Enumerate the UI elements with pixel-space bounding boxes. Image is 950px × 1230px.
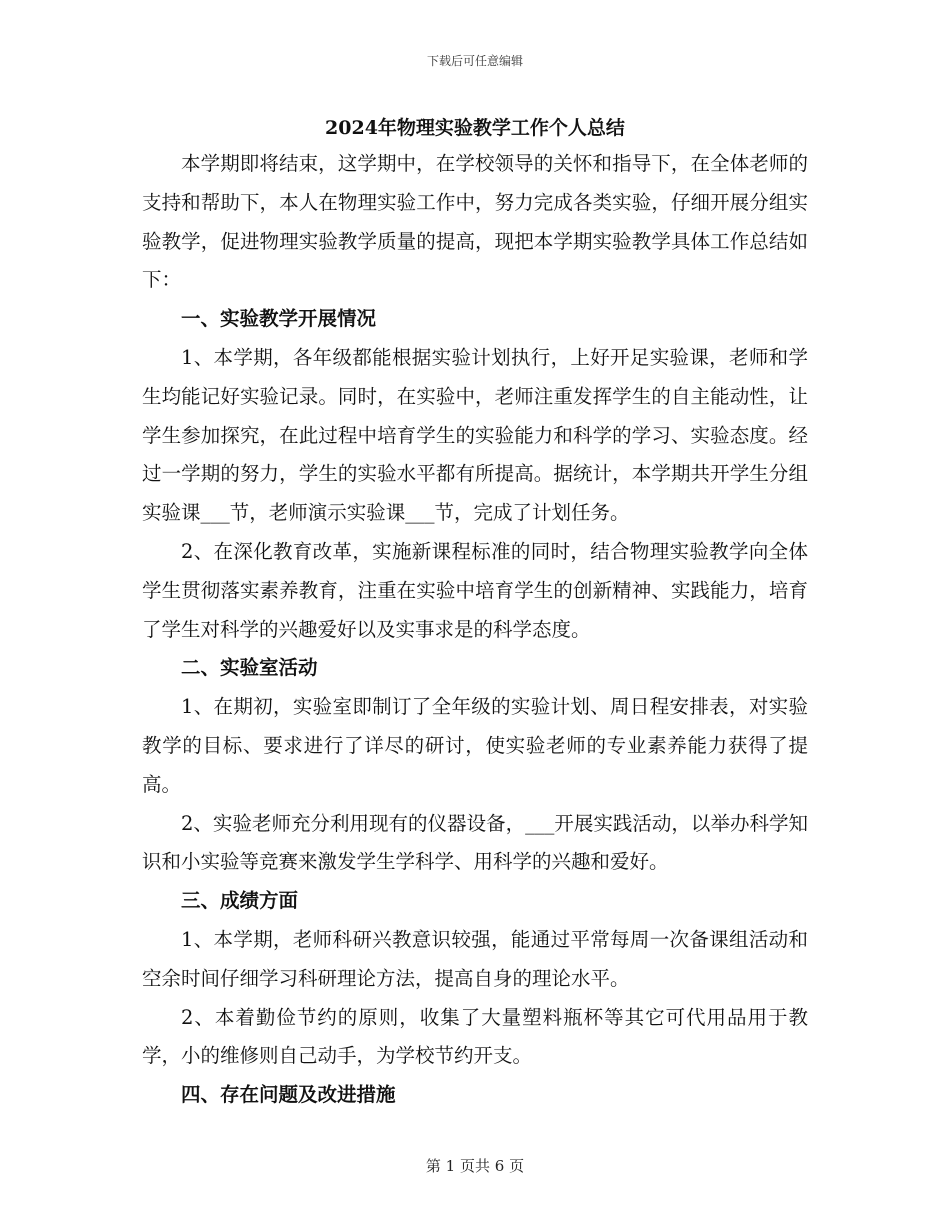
section-2-paragraph-2: 2、实验老师充分利用现有的仪器设备，___开展实践活动，以举办科学知识和小实验等竞赛来激发学生学科学、用科学的兴趣和爱好。 <box>142 811 808 874</box>
document-body <box>142 145 808 1115</box>
page-number: 第 1 页共 6 页 <box>425 1157 525 1175</box>
section-heading-1: 一、实验教学开展情况 <box>181 307 377 331</box>
section-1-paragraph-1: 1、本学期，各年级都能根据实验计划执行，上好开足实验课，老师和学生均能记好实验记录。同时，在实验中，老师注重发挥学生的自主能动性，让学生参加探究，在此过程中培育学生的实验能力和科学的学习、实验态度。经过一学期的努力，学生的实验水平都有所提高。据统计，本学期共开学生分组实验课___节，老师演示实验课___节，完成了计划任务。 <box>142 345 808 525</box>
section-3-paragraph-1: 1、本学期，老师科研兴教意识较强，能通过平常每周一次备课组活动和空余时间仔细学习科研理论方法，提高自身的理论水平。 <box>142 927 808 990</box>
section-2-paragraph-1: 1、在期初，实验室即制订了全年级的实验计划、周日程安排表，对实验教学的目标、要求进行了详尽的研讨，使实验老师的专业素养能力获得了提高。 <box>142 695 808 796</box>
header-note: 下载后可任意编辑 <box>426 54 523 68</box>
section-heading-2: 二、实验室活动 <box>181 656 318 680</box>
section-heading-3: 三、成绩方面 <box>181 889 299 913</box>
section-3-paragraph-2: 2、本着勤俭节约的原则，收集了大量塑料瓶杯等其它可代用品用于教学，小的维修则自己动手，为学校节约开支。 <box>142 1005 808 1068</box>
document-title: 2024年物理实验教学工作个人总结 <box>325 117 625 139</box>
section-1-paragraph-2: 2、在深化教育改革，实施新课程标准的同时，结合物理实验教学向全体学生贯彻落实素养教育，注重在实验中培育学生的创新精神、实践能力，培育了学生对科学的兴趣爱好以及实事求是的科学态度。 <box>142 539 808 641</box>
section-heading-4: 四、存在问题及改进措施 <box>181 1083 396 1107</box>
intro-paragraph: 本学期即将结束，这学期中，在学校领导的关怀和指导下，在全体老师的支持和帮助下，本人在物理实验工作中，努力完成各类实验，仔细开展分组实验教学，促进物理实验教学质量的提高，现把本学期实验教学具体工作总结如下： <box>142 152 808 292</box>
